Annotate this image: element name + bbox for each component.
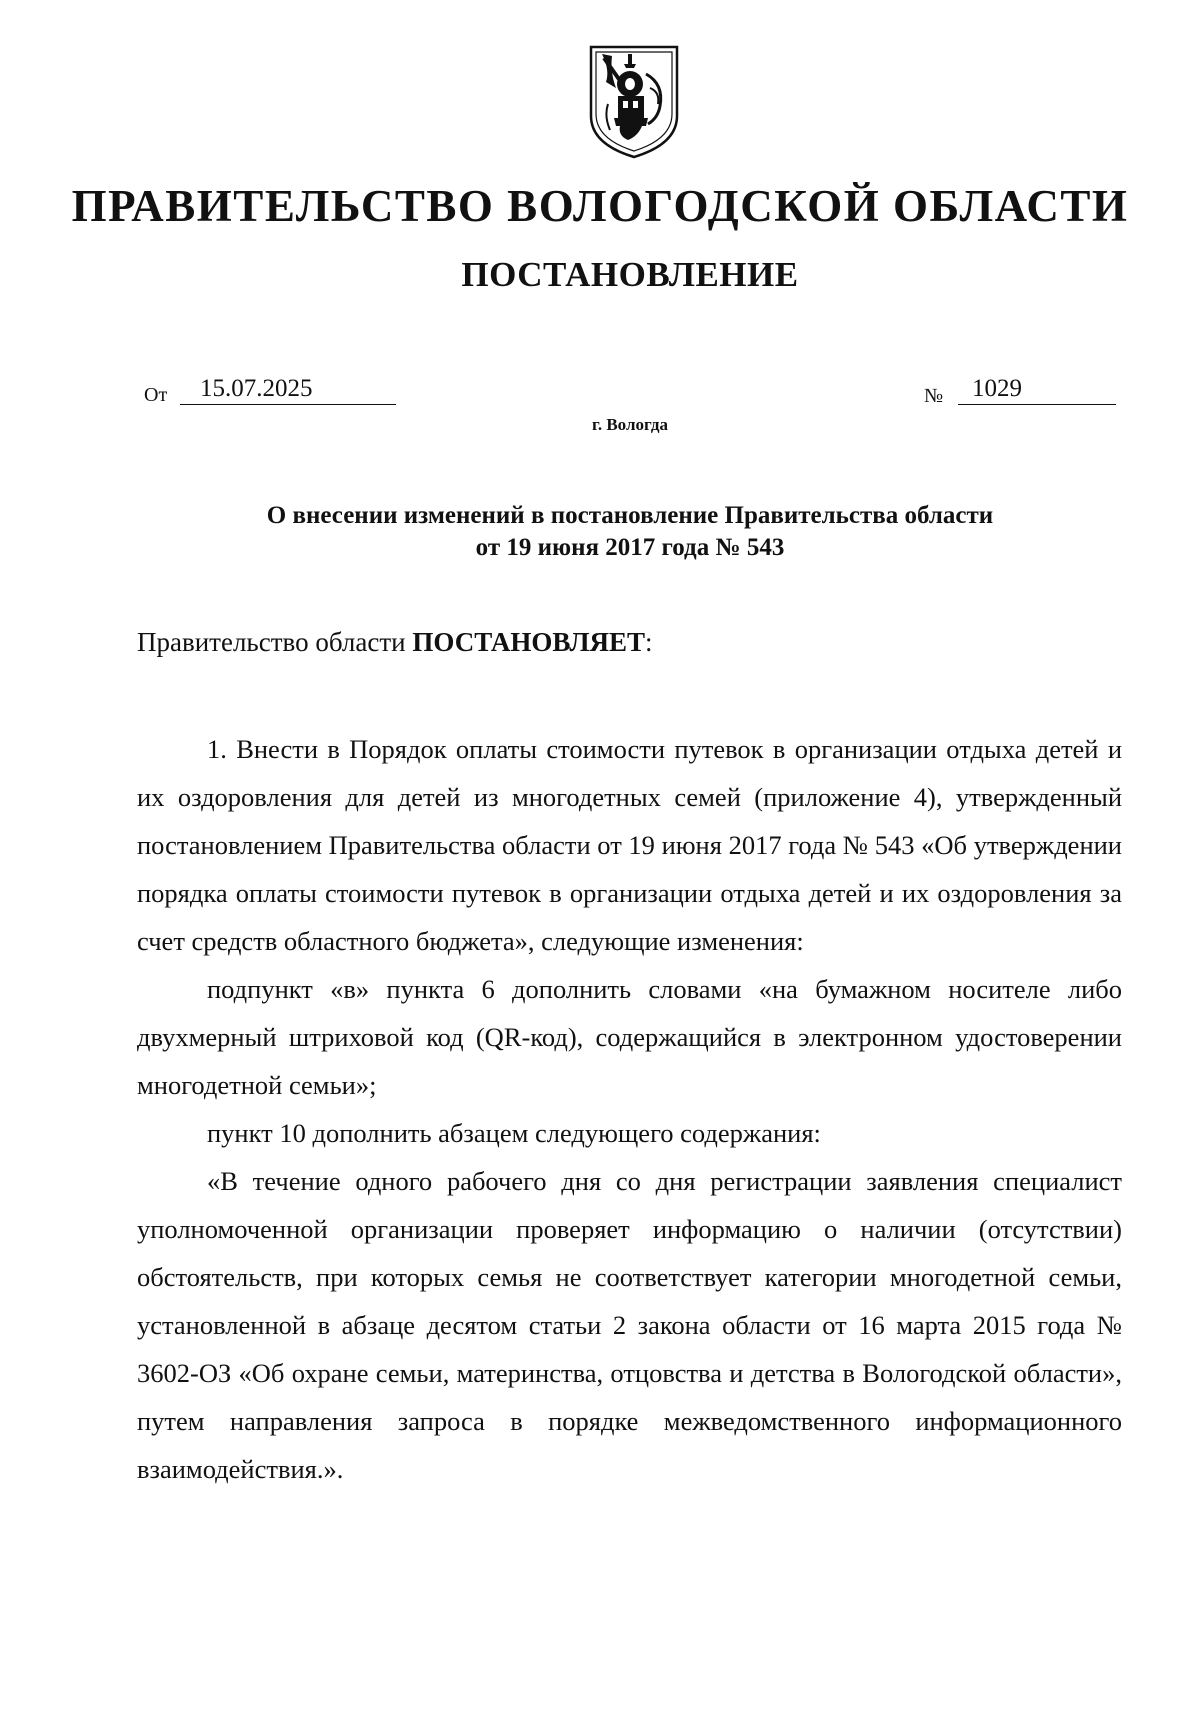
document-type: ПОСТАНОВЛЕНИЕ <box>461 255 799 294</box>
body-paragraph: подпункт «в» пункта 6 дополнить словами «на бумажном носителе либо двухмерный штриховой код (QR-код), содержащийся в электронном удостоверении многодетной семьи»; <box>137 974 1122 1100</box>
document-body <box>137 725 1122 1493</box>
decree-statement <box>137 624 653 660</box>
document-number: 1029 <box>958 374 1116 405</box>
body-paragraph: пункт 10 дополнить абзацем следующего содержания: <box>207 1118 821 1148</box>
document-date: 15.07.2025 <box>180 374 396 405</box>
subject-line-2: от 19 июня 2017 года № 543 <box>475 534 785 561</box>
organization-title: ПРАВИТЕЛЬСТВО ВОЛОГОДСКОЙ ОБЛАСТИ <box>71 181 1129 231</box>
number-label: № <box>924 385 944 407</box>
coat-of-arms-emblem <box>588 44 680 160</box>
body-paragraph: «В течение одного рабочего дня со дня регистрации заявления специалист уполномоченной организации проверяет информацию о наличии (отсутствии) обстоятельств, при которых семья не соответствует категории многодетной семьи, установленной в абзаце десятом статьи 2 закона области от 16 марта 2015 года № 3602-ОЗ «Об охране семьи, материнства, отцовства и детства в Вологодской области», путем направления запроса в порядке межведомственного информационного взаимодействия.». <box>137 1166 1122 1484</box>
date-label: От <box>144 384 168 406</box>
body-paragraph: 1. Внести в Порядок оплаты стоимости путевок в организации отдыха детей и их оздоровления для детей из многодетных семей (приложение 4), утвержденный постановлением Правительства области от 19 июня 2017 года № 543 «Об утверждении порядка оплаты стоимости путевок в организации отдыха детей и их оздоровления за счет средств областного бюджета», следующие изменения: <box>137 734 1122 956</box>
decree-suffix: : <box>644 627 653 657</box>
decree-prefix: Правительство области <box>137 627 413 657</box>
subject-line-1: О внесении изменений в постановление Правительства области <box>266 502 994 529</box>
document-subject <box>140 500 1120 564</box>
city: г. Вологда <box>592 415 668 434</box>
decree-keyword: ПОСТАНОВЛЯЕТ <box>412 627 645 657</box>
